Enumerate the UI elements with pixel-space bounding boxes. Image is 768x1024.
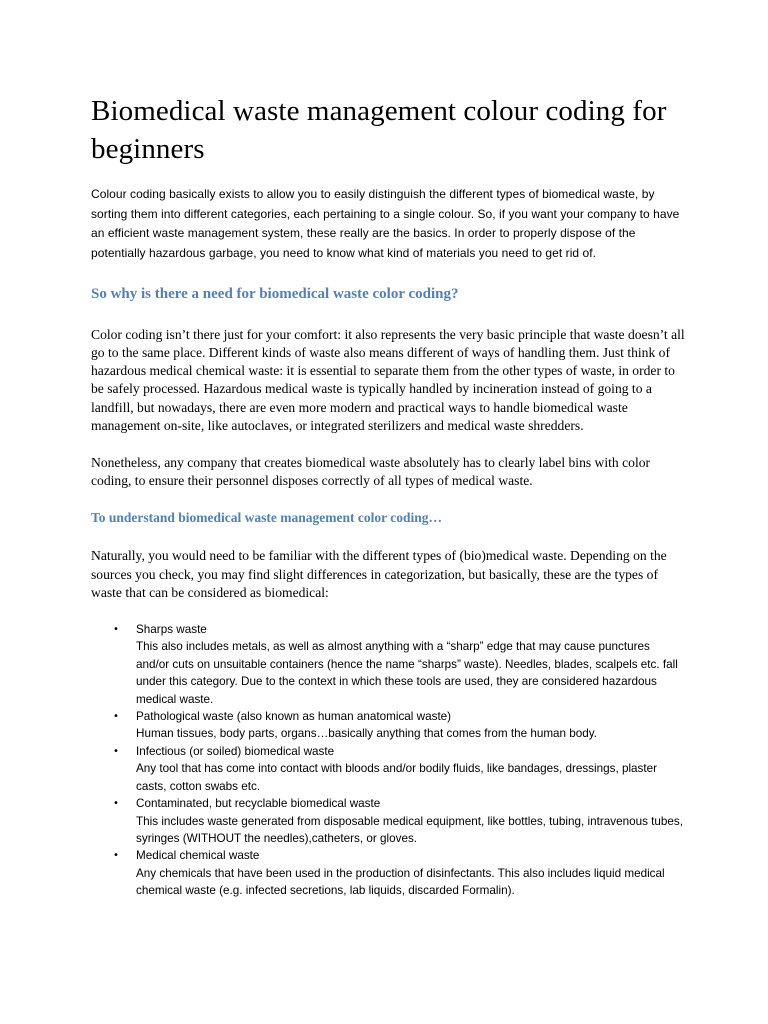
list-item [91, 795, 685, 847]
bullet-icon: • [113, 711, 119, 723]
list-item [91, 621, 685, 708]
bullet-icon: • [113, 624, 119, 636]
list-item-title: Infectious (or soiled) biomedical waste [136, 744, 335, 758]
list-item-title: Pathological waste (also known as human anatomical waste) [136, 710, 452, 724]
waste-types-list [91, 621, 685, 900]
paragraph-label-bins: Nonetheless, any company that creates biomedical waste absolutely has to clearly label bins with color coding, to ensure their personnel disposes correctly of all types of medical waste. [91, 455, 651, 489]
list-item-description: Human tissues, body parts, organs…basically anything that comes from the human body. [136, 727, 598, 741]
article-body [91, 92, 685, 900]
section-heading-understand: To understand biomedical waste management color coding… [91, 510, 443, 526]
list-item [91, 708, 685, 743]
list-item-description: This includes waste generated from disposable medical equipment, like bottles, tubing, intravenous tubes, syringes (WITHOUT the needles),catheters, or gloves. [136, 814, 684, 845]
section-heading-why: So why is there a need for biomedical waste color coding? [91, 285, 459, 302]
list-item-description: Any chemicals that have been used in the production of disinfectants. This also includes liquid medical chemical waste (e.g. infected secretions, lab liquids, discarded Formalin). [136, 866, 665, 898]
list-item [91, 847, 685, 899]
list-item-title: Sharps waste [136, 623, 207, 637]
article-title: Biomedical waste management colour coding for beginners [91, 95, 667, 165]
intro-paragraph: Colour coding basically exists to allow you to easily distinguish the different types of biomedical waste, by sorting them into different categories, each pertaining to a single colour. So, if you want your company to have an efficient waste management system, these really are the basics. In order to properly dispose of the potentially hazardous garbage, you need to know what kind of materials you need to get rid of. [91, 187, 680, 261]
list-item-description: Any tool that has come into contact with bloods and/or bodily fluids, like bandages, dressings, plaster casts, cotton swabs etc. [136, 762, 658, 793]
list-item-description: This also includes metals, as well as almost anything with a “sharp” edge that may cause punctures and/or cuts on unsuitable containers (hence the name “sharps” waste). Needles, blades, scalpels etc. fall under this category. Due to the context in which these tools are used, they are considered hazardous medical waste. [136, 640, 678, 706]
paragraph-color-coding-purpose: Color coding isn’t there just for your comfort: it also represents the very basic principle that waste doesn’t all go to the same place. Different kinds of waste also means different of ways of handling them. Just think of hazardous medical chemical waste: it is essential to separate them from the other types of waste, in order to be safely processed. Hazardous medical waste is typically handled by incineration instead of going to a landfill, but nowadays, there are even more modern and practical ways to handle biomedical waste management on-site, like autoclaves, or integrated sterilizers and medical waste shredders. [91, 326, 685, 433]
list-item [91, 743, 685, 795]
bullet-icon: • [113, 798, 119, 810]
list-item-title: Medical chemical waste [136, 849, 260, 863]
bullet-icon: • [113, 850, 119, 862]
paragraph-waste-types-intro: Naturally, you would need to be familiar with the different types of (bio)medical waste. Depending on the sources you check, you may find slight differences in categorization, but basically, these are the types of waste that can be considered as biomedical: [91, 548, 667, 600]
bullet-icon: • [113, 745, 119, 757]
list-item-title: Contaminated, but recyclable biomedical waste [136, 797, 381, 811]
